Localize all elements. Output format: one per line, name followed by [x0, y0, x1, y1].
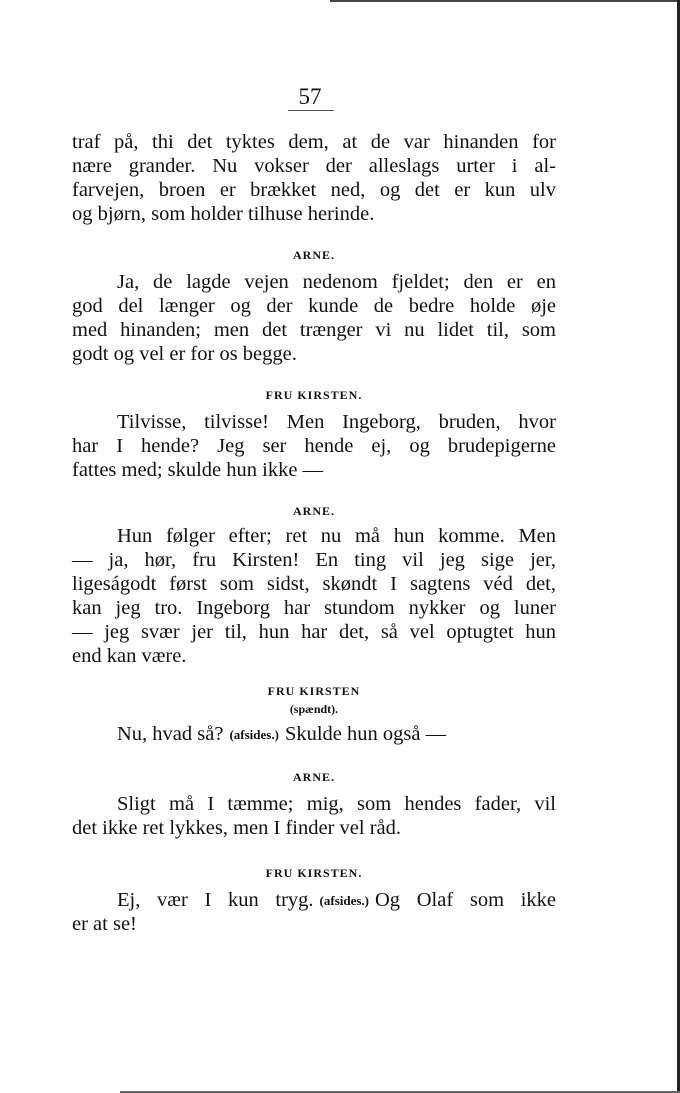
text-line: godt og vel er for os begge.: [72, 343, 297, 365]
speaker-name: ARNE.: [292, 248, 335, 262]
speaker-name: FRU KIRSTEN.: [265, 866, 363, 880]
speaker-name: ARNE.: [292, 770, 335, 784]
text-line: det ikke ret lykkes, men I finder vel råd.: [72, 817, 402, 839]
text-line: — ja, hør, fru Kirsten! En ting vil jeg sige jer,: [72, 549, 556, 571]
text-line: med hinanden; men det trænger vi nu lidet til, som: [72, 319, 556, 341]
aside-direction: (afsides.): [229, 727, 279, 742]
text-line: og bjørn, som holder tilhuse herinde.: [72, 203, 375, 225]
page-number: 57: [298, 84, 322, 109]
text-line: ligeságodt først som sidst, skøndt I sagtens véd det,: [72, 573, 556, 595]
speaker-name: FRU KIRSTEN: [267, 684, 361, 698]
scan-edge-top: [330, 0, 680, 2]
line-segment: Skulde hun også —: [284, 723, 447, 745]
text-line: er at se!: [72, 913, 137, 935]
text-line: — jeg svær jer til, hun har det, så vel optugtet hun: [72, 621, 556, 643]
text-line: traf på, thi det tyktes dem, at de var hinanden for: [72, 131, 556, 153]
text-line: farvejen, broen er brækket ned, og det er kun ulv: [72, 179, 556, 201]
line-segment: Ej, vær I kun tryg.: [117, 889, 314, 911]
text-line: [117, 888, 556, 912]
text-line: god del længer og der kunde de bedre holde øje: [72, 295, 556, 317]
aside-direction: (afsides.): [319, 893, 369, 908]
text-line: kan jeg tro. Ingeborg har stundom nykker og luner: [72, 597, 556, 619]
text-line: Hun følger efter; ret nu må hun komme. Men: [117, 525, 556, 547]
text-line: Tilvisse, tilvisse! Men Ingeborg, bruden, hvor: [117, 411, 556, 433]
line-segment: Nu, hvad så?: [117, 723, 224, 745]
text-line: [117, 722, 556, 746]
page-number-rule: [288, 110, 334, 111]
text-line: fattes med; skulde hun ikke —: [72, 459, 324, 481]
text-line: nære grander. Nu vokser der alleslags urter i al-: [72, 155, 556, 177]
text-line: har I hende? Jeg ser hende ej, og brudepigerne: [72, 435, 556, 457]
speaker-name: FRU KIRSTEN.: [265, 388, 363, 402]
line-segment: Og Olaf som ikke: [375, 889, 556, 911]
text-line: end kan være.: [72, 645, 187, 667]
text-line: Ja, de lagde vejen nedenom fjeldet; den er en: [117, 271, 556, 293]
speaker-name: ARNE.: [292, 504, 335, 518]
stage-direction: (spændt).: [289, 702, 339, 716]
text-line: Sligt må I tæmme; mig, som hendes fader, vil: [117, 793, 556, 815]
